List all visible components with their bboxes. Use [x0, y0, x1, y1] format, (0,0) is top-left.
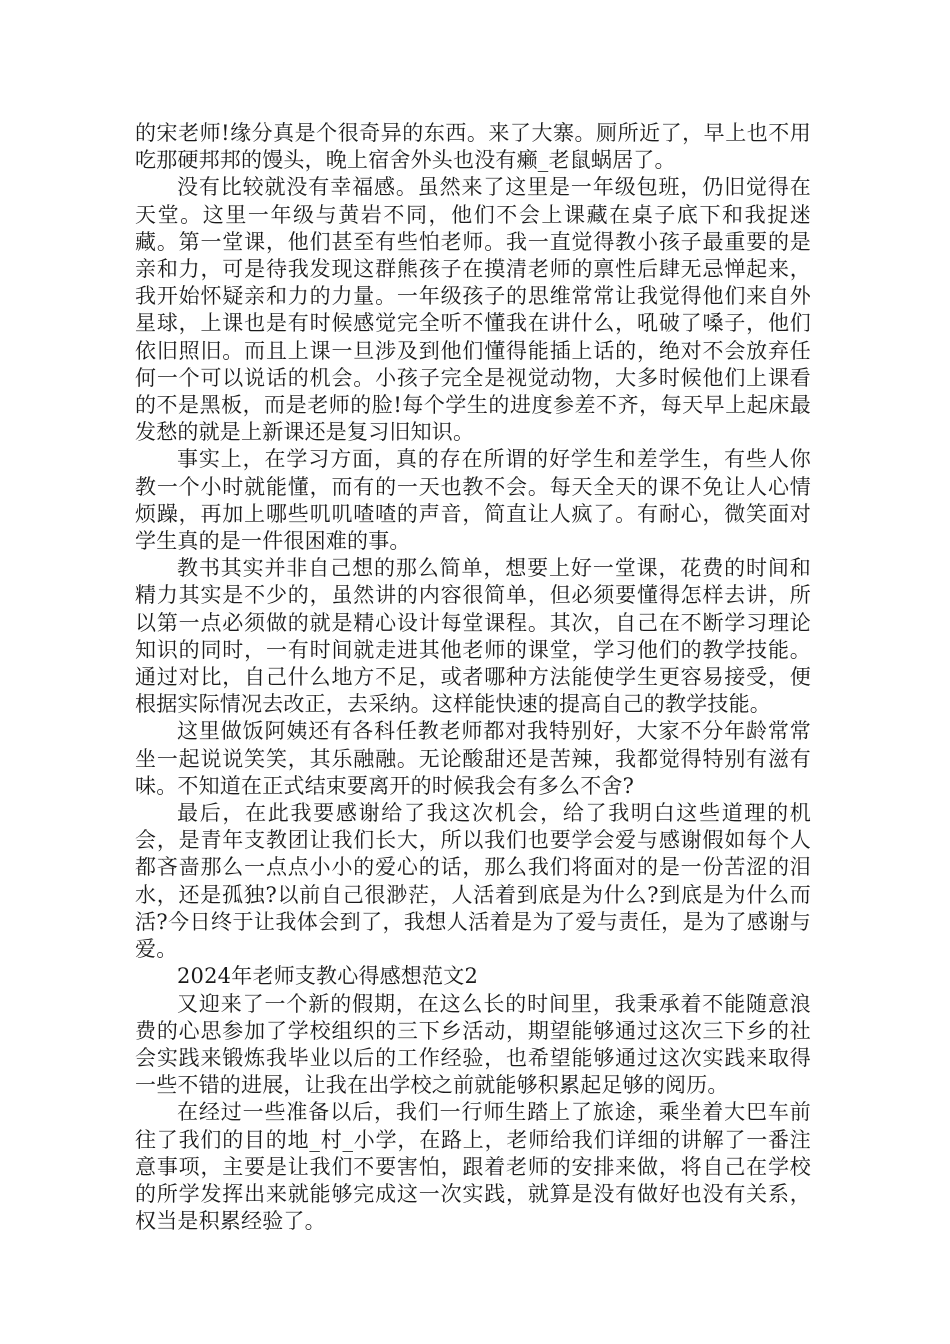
paragraph-students: 事实上，在学习方面，真的存在所谓的好学生和差学生，有些人你教一个小时就能懂，而有的一天也教不会。每天全天的课不免让人心情烦躁，再加上哪些叽叽喳喳的声音，简直让人疯了。有耐心，微笑面对学生真的是一件很困难的事。 [135, 447, 811, 554]
document-page [135, 120, 811, 1235]
paragraph-holiday: 又迎来了一个新的假期，在这么长的时间里，我秉承着不能随意浪费的心思参加了学校组织的三下乡活动，期望能够通过这次三下乡的社会实践来锻炼我毕业以后的工作经验，也希望能够通过这次实践来取得一些不错的进展，让我在出学校之前就能够积累起足够的阅历。 [135, 991, 811, 1098]
paragraph-happiness: 没有比较就没有幸福感。虽然来了这里是一年级包班，仍旧觉得在天堂。这里一年级与黄岩不同，他们不会上课藏在桌子底下和我捉迷藏。第一堂课，他们甚至有些怕老师。我一直觉得教小孩子最重要的是亲和力，可是待我发现这群熊孩子在摸清老师的禀性后肆无忌惮起来，我开始怀疑亲和力的力量。一年级孩子的思维常常让我觉得他们来自外星球，上课也是有时候感觉完全听不懂我在讲什么，吼破了嗓子，他们依旧照旧。而且上课一旦涉及到他们懂得能插上话的，绝对不会放弃任何一个可以说话的机会。小孩子完全是视觉动物，大多时候他们上课看的不是黑板，而是老师的脸!每个学生的进度参差不齐，每天早上起床最发愁的就是上新课还是复习旧知识。 [135, 175, 811, 445]
paragraph-journey: 在经过一些准备以后，我们一行师生踏上了旅途，乘坐着大巴车前往了我们的目的地_村_小学，在路上，老师给我们详细的讲解了一番注意事项，主要是让我们不要害怕，跟着老师的安排来做，将自己在学校的所学发挥出来就能够完成这一次实践，就算是没有做好也没有关系，权当是积累经验了。 [135, 1100, 811, 1234]
paragraph-continuation: 的宋老师!缘分真是个很奇异的东西。来了大寨。厕所近了，早上也不用吃那硬邦邦的馒头，晚上宿舍外头也没有癞_老鼠蜗居了。 [135, 121, 811, 173]
section-heading: 2024年老师支教心得感想范文2 [177, 964, 479, 989]
paragraph-conclusion: 最后，在此我要感谢给了我这次机会，给了我明白这些道理的机会，是青年支教团让我们长大，所以我们也要学会爱与感谢假如每个人都吝啬那么一点点小小的爱心的话，那么我们将面对的是一份苦涩的泪水，还是孤独?以前自己很渺茫，人活着到底是为什么?到底是为什么而活?今日终于让我体会到了，我想人活着是为了爱与责任，是为了感谢与爱。 [135, 801, 811, 962]
paragraph-colleagues: 这里做饭阿姨还有各科任教老师都对我特别好，大家不分年龄常常坐一起说说笑笑，其乐融融。无论酸甜还是苦辣，我都觉得特别有滋有味。不知道在正式结束要离开的时候我会有多么不舍? [135, 719, 811, 798]
paragraph-teaching: 教书其实并非自己想的那么简单，想要上好一堂课，花费的时间和精力其实是不少的，虽然讲的内容很简单，但必须要懂得怎样去讲，所以第一点必须做的就是精心设计每堂课程。其次，自己在不断学习理论知识的同时，一有时间就走进其他老师的课堂，学习他们的教学技能。通过对比，自己什么地方不足，或者哪种方法能使学生更容易接受，便根据实际情况去改正，去采纳。这样能快速的提高自己的教学技能。 [135, 556, 811, 717]
